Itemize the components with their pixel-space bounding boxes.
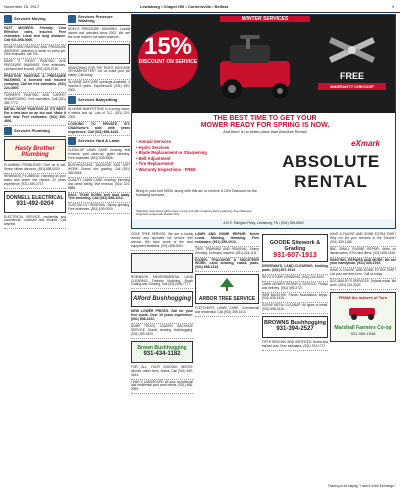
brand-name: ABSOLUTE [282, 152, 380, 171]
classified-ad: TURNER'S PAINTING AND CARPET SHAMPOOING. Free estimates. Call (931) 359-7773. [4, 93, 66, 108]
classified-ad: PLUMBING PROBLEMS? Give us a call. Senior citizen discount. (931) 698-0000. [4, 163, 66, 174]
alford-bushhogging-logo: Alford Bushhogging [131, 291, 193, 307]
classified-ad: IN-HOME DAYCARE openings available, 3 months-5 years. Experienced. (931) 639-0000. [68, 80, 130, 95]
service-item: • Belt Adjustment [136, 155, 171, 161]
classified-ad: FIFTH FENCING AND SERVICES: Board and barbed wire. Free estimates. (931) 224-1717. [262, 340, 328, 351]
classified-ad: DUMP TRUCK, LOADER, BACKHOE SERVICE. Gravel, clearing, bushhogging. (931) 359-3333. [131, 324, 193, 339]
tree-icon [217, 277, 237, 291]
classified-ad: FAST MOVERS: Friendly Cost Effective rates. Insured. Free estimates. Local and long distance. Call 931-698-0000. [4, 26, 66, 45]
classified-ad: WEB BACKHOE. Ponds, foundations, septic. (931) 639-1515. [262, 293, 328, 304]
classified-ad: QUALITY LAWN CARE: mowing, trimming and weed eating, leaf removal. (931) 224-8888. [68, 178, 130, 193]
arbor-tree-service-logo: ARBOR TREE SERVICE [195, 274, 259, 304]
mower-icon [345, 302, 381, 320]
classified-ad: HALL TEAM DOWN and haul away. Tree trimming. Call (931) 698-1212. [68, 193, 130, 204]
classifieds-column-1 [4, 14, 66, 484]
classified-ad: BUSHHOGGING, BACKHOE AND DIRT WORK: Gravel, dirt, grading. Call (931) 359-6666. [68, 163, 130, 178]
pressure-washing-photo [68, 44, 130, 64]
classified-ad: REV'S STUMP GRINDING. (931) 224-4000. [262, 275, 328, 282]
spray-icon [68, 15, 76, 23]
classified-ad: FLETCHER'S LAWN CARE: Commercial and residential. Call (931) 359-1414. [195, 306, 259, 317]
classified-ad: NEWMAN'S PLUMBING: Handling all your water and sewer line repairs. 20 years experience. (931) 639-2727. [4, 174, 66, 189]
classified-ad: OGLE TREE SERVICE. We are a locally owned and operated full service tree service. We have some of the best equipment available. (931) 698-0000. [131, 232, 193, 251]
classified-ad: I AND S LANDSCAPE: All your commercial and residential yard work needs. (931) 698-5050. [131, 380, 193, 395]
classified-ad: PRESTIGE PAINTING & PRESSURE WASHING, a licensed and insured company. Call for free estimates. (931) 224-4000. [4, 74, 66, 93]
classified-ad: BBC SMALL ENGINE REPAIR: Work on lawnmowers, ATVs and tillers. (931) 698-1818. [330, 247, 396, 258]
classifieds-column-6 [330, 232, 396, 482]
classified-ad: DOC BAILEY'S SERVICES: Drywall repair, tile work. (931) 224-2020. [330, 279, 396, 290]
classified-ad: CLEAN-UP LAWN CARE: mowing, leaf removal, yard clean-up, gutter cleaning. Free estimates. (931) 639-5555. [68, 148, 130, 163]
classifieds-column-2 [68, 14, 130, 484]
classified-ad: METAL ROOF PAINTING AT ITS BEST. For a new face on an old roof. Make it look new. Free estimates. (931) 359-4891. [4, 107, 66, 126]
offer-text: Bring in your unit NOW, along with this ad, to receive a 15% Discount on the following services. [136, 189, 258, 198]
classified-ad: CUSTOM LOT REMOVAL: Stump grinding. Free estimates. (931) 639-0000. [68, 203, 130, 214]
truck-icon [4, 15, 12, 23]
baby-icon [68, 96, 76, 104]
header-rule [0, 12, 400, 13]
brand-subname: RENTAL [294, 172, 368, 191]
classified-ad: FOR ALL YOUR DIGGING NEEDS: ditches, water lines, drains. Call (931) 639-4444. [131, 365, 193, 380]
header-title: Lewisburg • Chapel Hill • Cornersville • Belfast [140, 4, 228, 9]
classified-ad: SCRAP METAL CLEANUP: All types of metal. (931) 698-1616. [262, 303, 328, 314]
leaf-icon [68, 137, 76, 145]
winter-services-banner: WINTER SERVICES [220, 16, 310, 22]
classified-ad: HOMETOWN PAINTING AND PRESSURE WASHING: Attention to detail on every job. Free estimates, call Tim. [4, 45, 66, 60]
classified-ad: ROBINSON ENVIRONMENTAL LAND CLEARING. Forestry Mulching, Brush Cutting and Clearing. Call (931) 698-7777. [131, 275, 193, 290]
classified-ad: SEARCHING FOR THE RIGHT DAYCARE OR BABYSITTER? Let us make your job easier. Call today. [68, 66, 130, 81]
service-item: • Hydro Services [136, 144, 170, 150]
header-date: November 15, 2017 [4, 4, 40, 9]
wrench-icon [4, 127, 12, 135]
classified-ad: LAWN AND HOME REPAIR. Kevin Lewis. Mowing, trimming. Free estimates. (931) 359-1010. [195, 232, 259, 247]
category-header-moving: Services Moving [4, 14, 66, 25]
ad-address: 410 E. Ellington Pkwy, Lewisburg, TN • (931) 359-8500 [132, 219, 395, 228]
service-item: • Blade Replacement or Sharpening [136, 150, 207, 155]
classified-ad: LOOKING TO PRIVATE SIT. CNA/Nurse's aide with years experience. Call (931) 698-4444. [68, 122, 130, 137]
service-item: • Warranty Inspections - FREE [136, 166, 196, 172]
classified-ad: PAINTING, REPAIRS AND MORE: We are your handyman. (931) 639-1919. [330, 258, 396, 269]
brown-bushhogging-logo: Brown Bushhogging 931-434-1182 [131, 341, 193, 363]
page-header [0, 4, 400, 12]
classified-ad: DRIVEWAYS, LAND CLEARING, building pads. (931) 607-1913. [262, 264, 328, 275]
browns-bushhogging-logo: BROWNS Bushhogging 931-394-2527 [262, 316, 328, 338]
classified-ad: TREE TRIMMING AND REMOVAL. Stump Grinding. Licensed, insured. (931) 224-1111. [195, 247, 259, 258]
header-page-number: 9 [392, 4, 395, 9]
tools-icon [318, 29, 386, 71]
absolute-rental-display-ad [131, 14, 396, 229]
classified-ad: HAVE A TALENT AND SOME EXTRA TIME? Why not list your services in the Tribune? (931) 359-1188. [330, 232, 396, 247]
absolute-rental-logo [272, 139, 390, 197]
category-header-babysitting: Services Babysitting [68, 95, 130, 106]
category-header-yard-lawn: Services Yard & Lawn [68, 136, 130, 147]
classified-ad: ELECTRICAL SERVICE, residential and commercial. Licensed and insured. Call anytime. [4, 215, 66, 230]
electrical-logo-ad: DONNELL ELECTRICAL 931-492-0204 [4, 191, 66, 213]
classifieds-column-4 [195, 232, 259, 484]
promo-text: FROM the makers of Toro [338, 294, 388, 300]
tree-service-photo [131, 253, 193, 273]
classified-ad: NOEL'S PRESSURE WASHING. Locally owned and operated since 2002. We use the most modern hot water washers. [68, 27, 130, 42]
service-item: • Tire Replacement [136, 161, 174, 166]
category-header-pressure-washing: Services Pressure Washing [68, 14, 130, 26]
ad-headline: THE BEST TIME TO GET YOUR MOWER READY FOR SPRING IS NOW. And there is no better place than Absolute Rental! [200, 115, 330, 134]
classified-ad: NEW LOWER PRICES. Call for your free quote. Over 10 years experience. (931) 698-2222. [131, 309, 193, 324]
classified-ad: IN-HOME BABYSITTING in a loving home, 6 weeks and up. Lots of TLC. (931) 224-7000. [68, 107, 130, 122]
service-list [136, 139, 264, 172]
ad-photo-banner [132, 15, 395, 113]
classified-ad: HAVE A TALENT AND SOME EXTRA TIME? List your services here. Call us today. [330, 268, 396, 279]
goode-sitework-logo: GOODE Sitework & Grading 931-607-1913 [262, 234, 328, 262]
free-warranty-badge: FREE WARRANTY CHECKUP [318, 29, 386, 97]
classifieds-column-3 [131, 232, 193, 484]
classifieds-column-5 [262, 232, 328, 484]
footer-note: Thank you for saying, "I saw it in the Exchange." [327, 484, 396, 488]
discount-badge: 15% DISCOUNT ON SERVICE [138, 30, 198, 90]
marshall-farmers-ad: FROM the makers of Toro Marshall Farmers Co-op 931-359-1548 [330, 292, 396, 342]
category-header-plumbing: Services Plumbing [4, 126, 66, 137]
classified-ad: DOZER, TRACKHOE & SKIDSTEER WORK. Land clearing, roads, pads. (931) 698-1313. [195, 258, 259, 273]
plumbing-logo-ad: Hasty Brother Plumbing [4, 139, 66, 161]
classified-ad: LAWN MOWER REPAIR & SERVICE. Pickup and delivery. (931) 359-2727. [262, 282, 328, 293]
classified-ad: MAKE IT RIGHT PAINTING AND PRESSURE WASHING: Free estimates. Licensed and insured. (931) 639-9746. [4, 59, 66, 74]
exmark-logo: eXmark [351, 139, 380, 148]
disclaimer-text: *Warranty inspections will be done on any unit with remaining factory warranty. Free Warranty Inspection on Exmark Models Only. [136, 209, 252, 217]
service-item: • Annual Services [136, 139, 172, 144]
lawn-mower-illustration [210, 31, 310, 103]
